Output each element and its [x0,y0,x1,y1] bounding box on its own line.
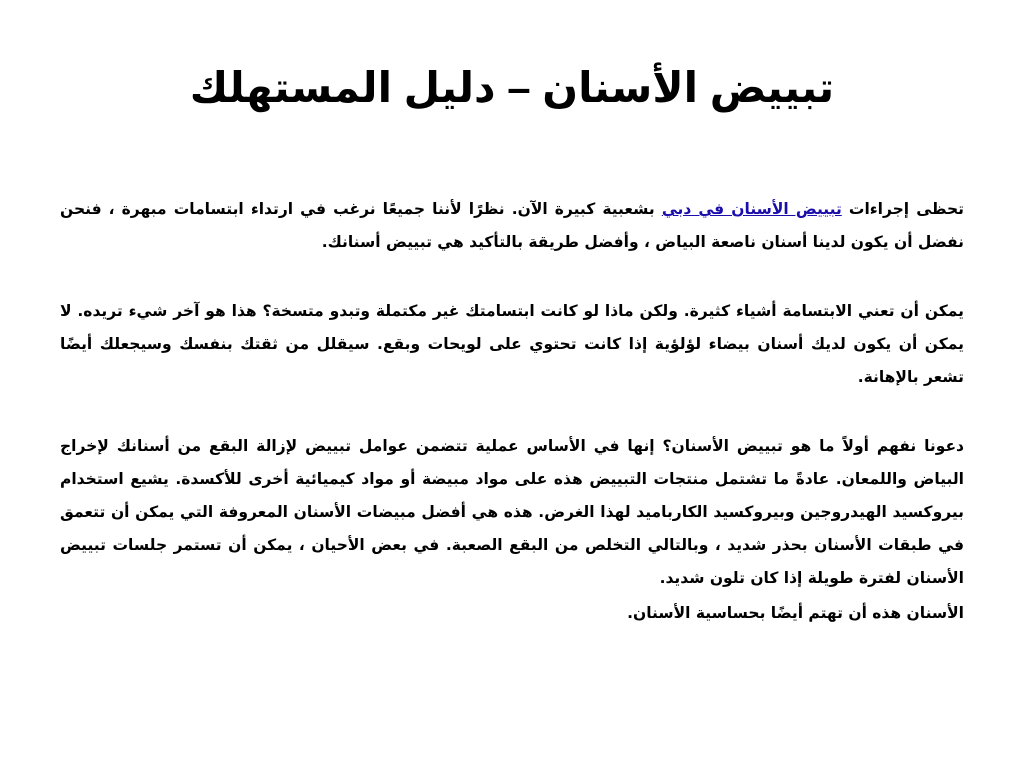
slide-title: تبييض الأسنان – دليل المستهلك [189,64,835,111]
paragraph-smile: يمكن أن تعني الابتسامة أشياء كثيرة. ولكن ماذا لو كانت ابتسامتك غير مكتملة وتبدو متسخة؟ هذا هو آخر شيء تريده. لا يمكن أن يكون لديك أسنان بيضاء لؤلؤية إذا كانت تحتوي على لويحات وبقع. سيقلل من ثقتك بنفسك وسيجعلك أيضًا تشعر بالإهانة. [60,302,964,386]
slide-body [60,193,964,630]
paragraph-intro-start: تحظى إجراءات [841,200,964,218]
paragraph-definition: دعونا نفهم أولاً ما هو تبييض الأسنان؟ إنها في الأساس عملية تتضمن عوامل تبييض لإزالة البقع من أسنانك لإخراج البياض واللمعان. عادةً ما تشتمل منتجات التبييض هذه على مواد مبيضة أو مواد كيميائية أخرى للأكسدة. يشيع استخدام بيروكسيد الهيدروجين وبيروكسيد الكارباميد لهذا الغرض. هذه هي أفضل مبيضات الأسنان المعروفة التي يمكن أن تتعمق في طبقات الأسنان بحذر شديد ، وبالتالي التخلص من البقع الصعبة. في بعض الأحيان ، يمكن أن تستمر جلسات تبييض الأسنان لفترة طويلة إذا كان تلون شديد. [60,437,964,587]
paragraph-intro [60,193,964,259]
paragraph-intro-end: بشعبية كبيرة الآن. نظرًا لأننا جميعًا نرغب في ارتداء ابتسامات مبهرة ، فنحن نفضل أن يكون لدينا أسنان ناصعة البياض ، وأفضل طريقة بالتأكيد هي تبييض أسنانك. [60,200,964,251]
teeth-whitening-dubai-link[interactable]: تبييض الأسنان في دبي [661,200,842,218]
paragraph-sensitivity: الأسنان هذه أن تهتم أيضًا بحساسية الأسنان. [627,604,964,622]
